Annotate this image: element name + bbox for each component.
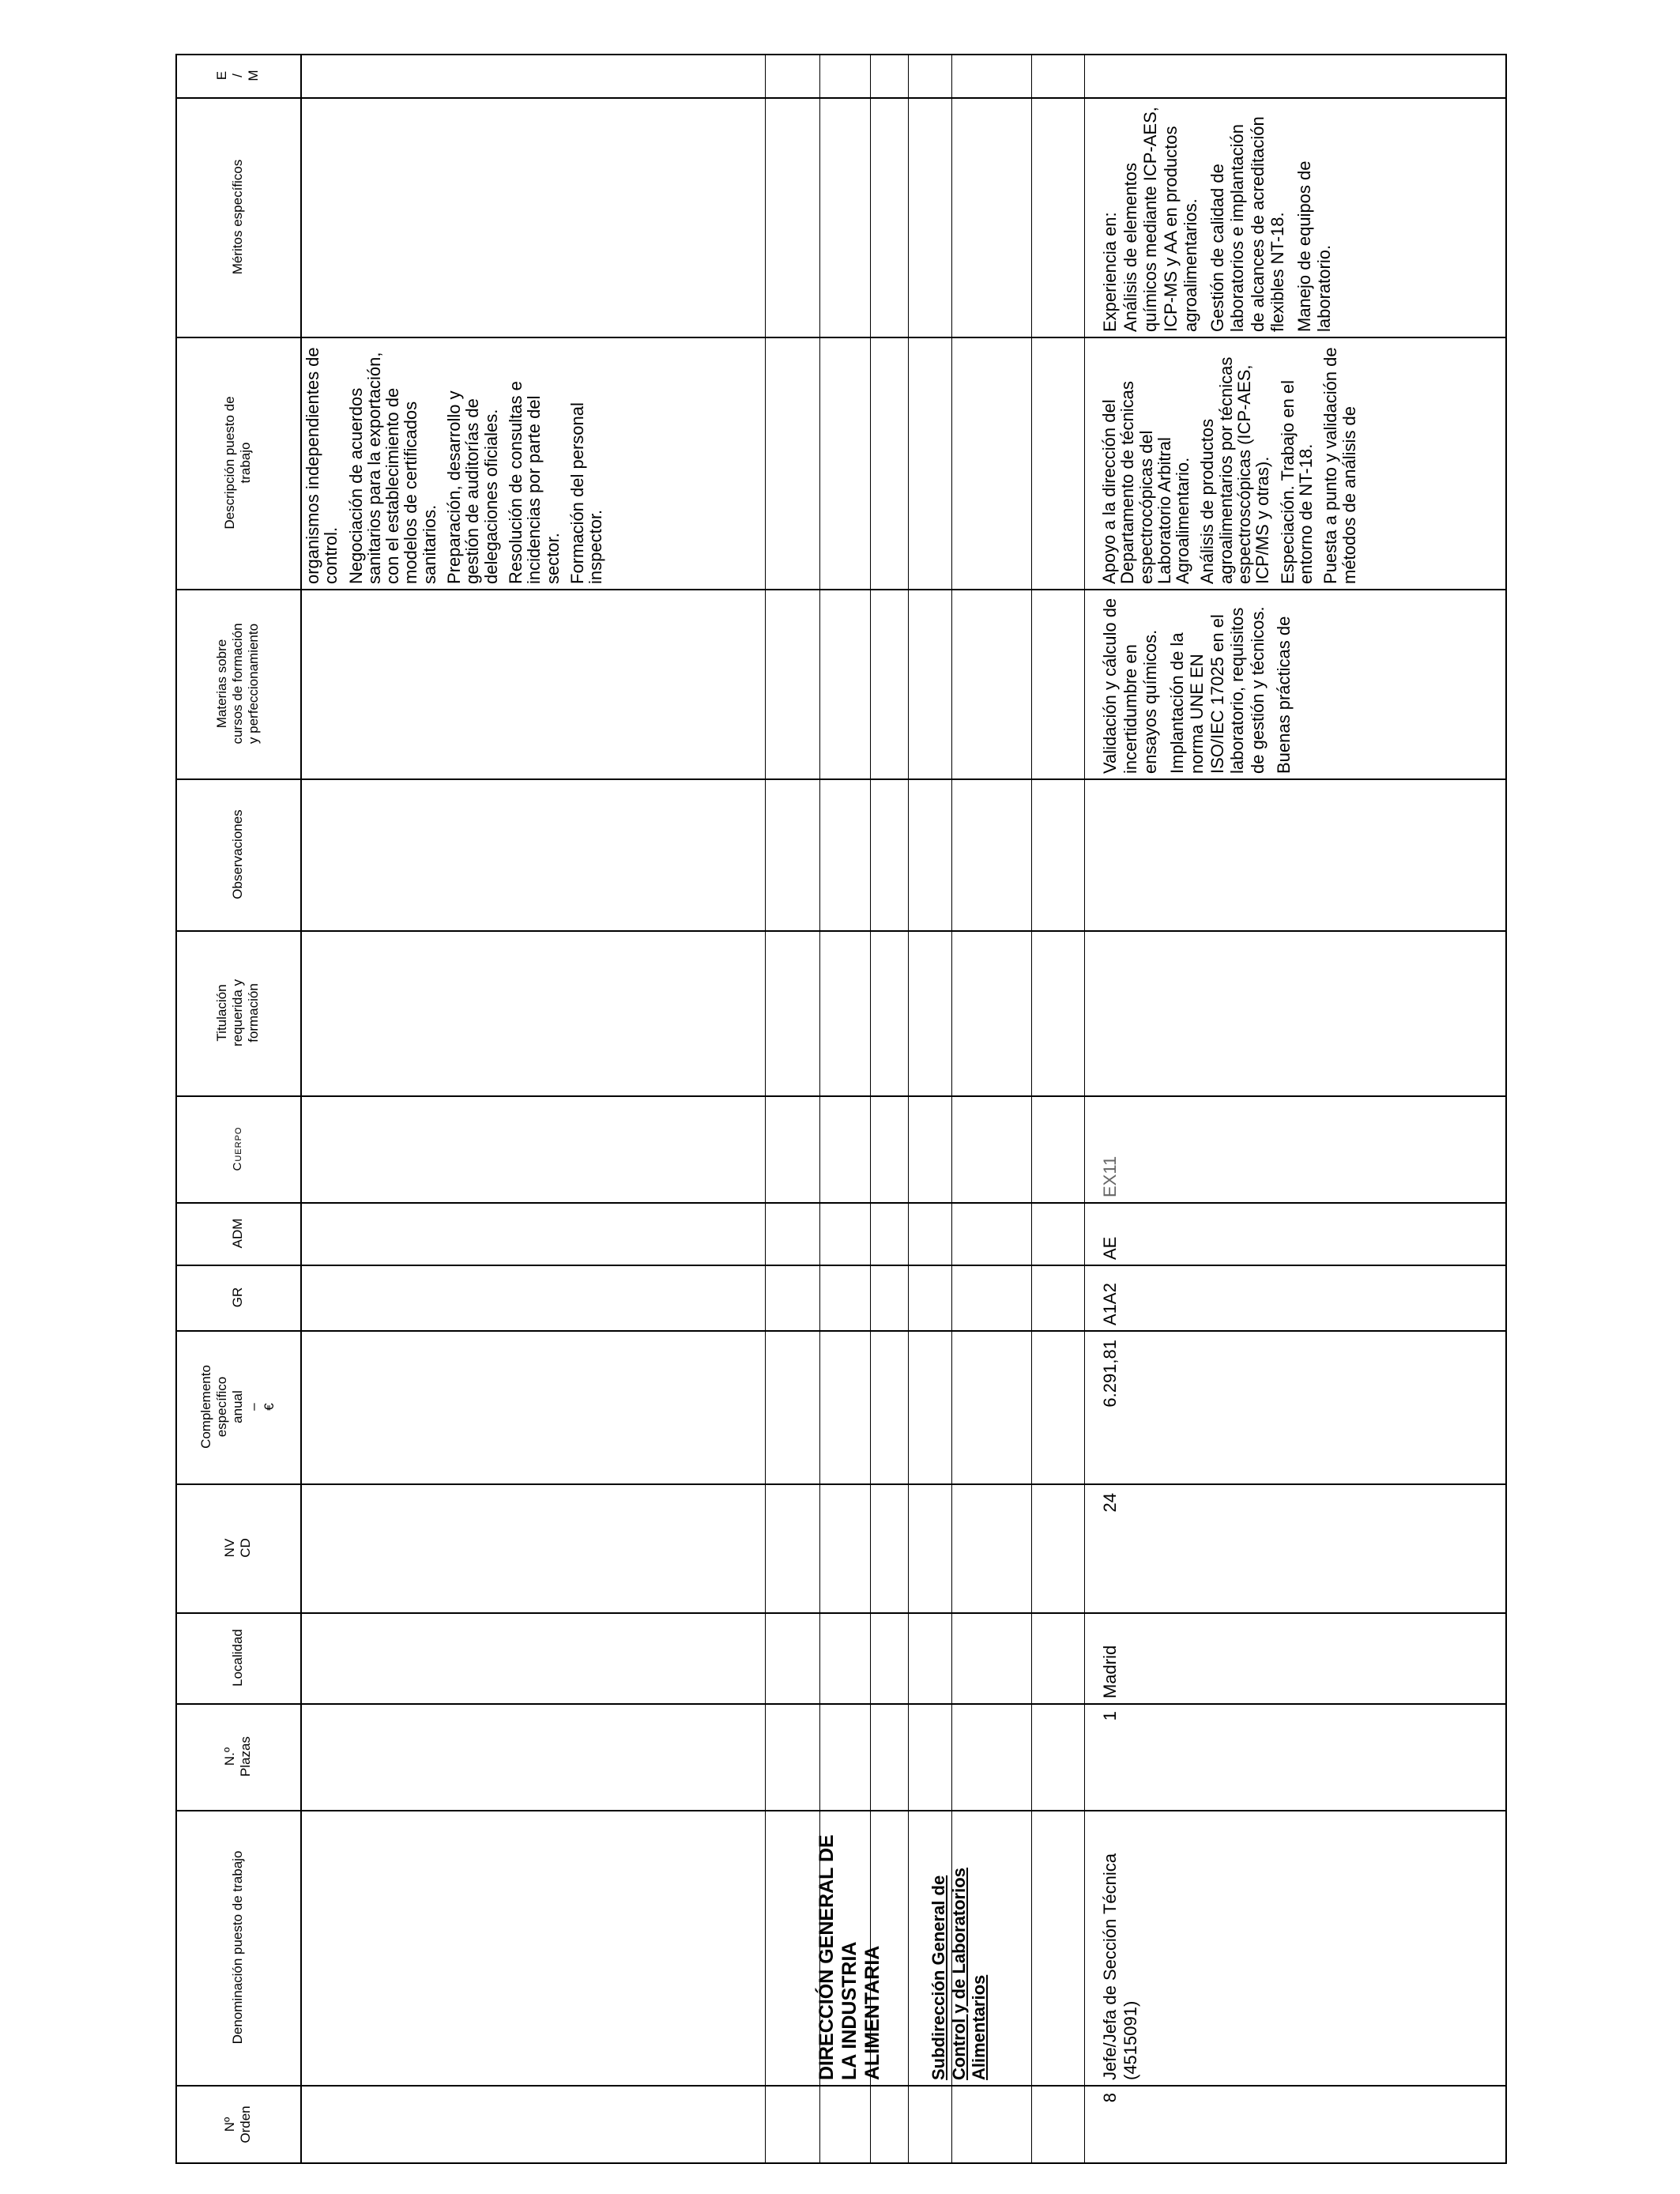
continued-descripcion xyxy=(300,337,782,589)
direccion-heading-text: DIRECCIÓN GENERAL DE LA INDUSTRIA ALIMENTARIA xyxy=(816,1834,883,2080)
row8-materias xyxy=(1097,589,1505,778)
row8-adm xyxy=(1097,1202,1170,1265)
header-grupo xyxy=(175,1265,300,1330)
row8-descripcion-item: Apoyo a la dirección del Departamento de técnicas espectrocópicas del Laboratorio Arbitral Agroalimentario. xyxy=(1099,381,1193,584)
header-titulacion xyxy=(175,930,300,1095)
header-adm xyxy=(175,1202,300,1265)
column-line xyxy=(175,778,1507,780)
header-complemento xyxy=(175,1330,300,1483)
row8-complemento-value: 6.291,81 xyxy=(1100,1340,1120,1408)
header-denominacion xyxy=(175,1810,300,2085)
row8-materias-item: Buenas prácticas de xyxy=(1274,616,1294,774)
header-nivel xyxy=(175,1483,300,1612)
row8-orden-value: 8 xyxy=(1100,2093,1120,2103)
row8-meritos-item: Manejo de equipos de laboratorio. xyxy=(1294,160,1334,332)
row8-descripcion-item: Puesta a punto y validación de métodos de análisis de xyxy=(1320,347,1359,584)
continued-descripcion-item: Preparación, desarrollo y gestión de auditorías de delegaciones oficiales. xyxy=(444,390,501,584)
row8-meritos-item: Experiencia en: xyxy=(1100,212,1120,332)
column-line xyxy=(175,1095,1507,1097)
column-line xyxy=(175,930,1507,932)
direccion-heading xyxy=(814,1810,917,2085)
continued-descripcion-item: organismos independientes de control. xyxy=(303,347,341,584)
header-materias-label: Materias sobre cursos de formación y perfeccionamiento xyxy=(214,623,261,745)
header-descripcion xyxy=(175,337,300,589)
row-line xyxy=(1084,54,1085,2164)
column-line xyxy=(175,1265,1507,1266)
header-em xyxy=(175,54,300,97)
row8-descripcion-item: Especiación. Trabajo en el entorno de NT-18. xyxy=(1277,379,1316,584)
header-titulacion-label: Titulación requerida y formación xyxy=(214,978,261,1047)
header-localidad xyxy=(175,1612,300,1703)
row8-descripcion xyxy=(1097,337,1505,589)
continued-descripcion-item: Resolución de consultas e incidencias por parte del sector. xyxy=(505,381,563,584)
header-materias xyxy=(175,589,300,778)
header-observaciones-label: Observaciones xyxy=(230,809,245,899)
column-line xyxy=(175,1703,1507,1705)
row8-cuerpo xyxy=(1097,1095,1170,1202)
continued-descripcion-item: Negociación de acuerdos sanitarios para la exportación, con el establecimiento de modelos de certificados sanitarios. xyxy=(345,352,439,584)
header-grupo-label: GR xyxy=(230,1287,245,1308)
row8-materias-item: Implantación de la norma UNE EN ISO/IEC 17025 en el laboratorio, requisitos de gestión y técnicos. xyxy=(1166,606,1268,774)
row8-localidad-value: Madrid xyxy=(1100,1645,1120,1698)
row8-plazas xyxy=(1097,1703,1170,1810)
header-descripcion-label: Descripción puesto de trabajo xyxy=(222,396,253,530)
column-line xyxy=(175,1330,1507,1332)
row8-cuerpo-value: EX11 xyxy=(1100,1155,1120,1197)
header-orden-label: Nº Orden xyxy=(222,2105,253,2143)
header-localidad-label: Localidad xyxy=(230,1629,245,1687)
row8-plazas-value: 1 xyxy=(1100,1711,1120,1721)
header-nivel-label: NV CD xyxy=(222,1538,253,1558)
header-cuerpo xyxy=(175,1095,300,1202)
header-plazas-label: N.º Plazas xyxy=(222,1736,253,1777)
row8-nivel xyxy=(1097,1483,1170,1612)
column-line xyxy=(175,1483,1507,1485)
row8-grupo-value: A1A2 xyxy=(1100,1283,1120,1325)
row8-meritos-item: Gestión de calidad de laboratorios e implantación de alcances de acreditación flexibles NT-18. xyxy=(1207,116,1287,332)
row8-denominacion xyxy=(1097,1810,1170,2085)
row8-denominacion-value: Jefe/Jefa de Sección Técnica (4515091) xyxy=(1100,1853,1140,2080)
row8-materias-item: Validación y cálculo de incertidumbre en ensayos químicos. xyxy=(1100,598,1160,774)
column-line xyxy=(175,1202,1507,1204)
subdireccion-heading xyxy=(927,1810,1035,2085)
subdireccion-heading-text: Subdirección General de Control y de Laboratorios Alimentarios xyxy=(929,1868,989,2080)
column-line xyxy=(175,2085,1507,2087)
header-complemento-label: Complemento específico anual – € xyxy=(198,1365,277,1449)
column-line xyxy=(175,1612,1507,1614)
row8-complemento xyxy=(1097,1330,1170,1483)
header-adm-label: ADM xyxy=(230,1218,245,1249)
row8-meritos xyxy=(1097,97,1505,337)
header-plazas xyxy=(175,1703,300,1810)
header-cuerpo-label: Cuerpo xyxy=(231,1126,244,1171)
row8-descripcion-item: Análisis de productos agroalimentarios por técnicas espectroscópicas (ICP-AES, ICP/MS y otras). xyxy=(1197,356,1273,584)
row8-adm-value: AE xyxy=(1100,1236,1120,1260)
header-orden xyxy=(175,2085,300,2164)
row8-meritos-item: Análisis de elementos químicos mediante ICP-AES, ICP-MS y AA en productos agroalimentarios. xyxy=(1120,107,1200,332)
continued-descripcion-item: Formación del personal inspector. xyxy=(567,402,606,584)
header-em-label: E / M xyxy=(214,70,261,81)
header-meritos xyxy=(175,97,300,337)
row8-nivel-value: 24 xyxy=(1100,1493,1120,1513)
header-denominacion-label: Denominación puesto de trabajo xyxy=(230,1850,245,2045)
row8-localidad xyxy=(1097,1612,1170,1703)
row8-orden xyxy=(1097,2085,1170,2164)
header-observaciones xyxy=(175,778,300,930)
row8-grupo xyxy=(1097,1265,1170,1330)
header-meritos-label: Méritos específicos xyxy=(230,159,245,275)
